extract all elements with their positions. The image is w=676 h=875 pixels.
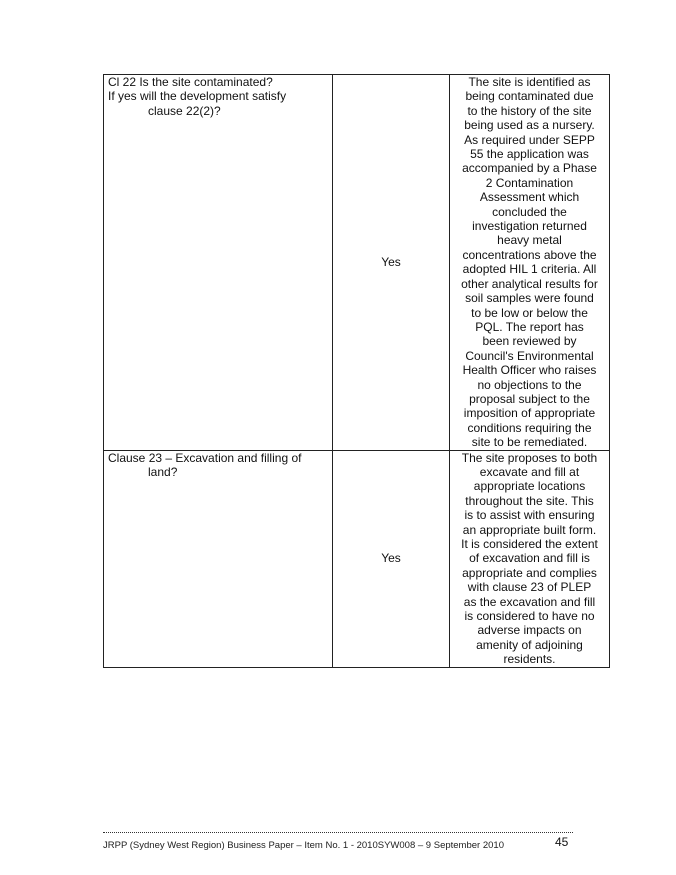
criterion-line: clause 22(2)?: [148, 103, 221, 118]
criterion-cell: [104, 75, 333, 451]
comment-text: The site proposes to both excavate and fill at appropriate locations throughout the site. This is to assist with ensuring an appropriate built form. It is considered the extent of excavation and fill is appropriate and complies with clause 23 of PLEP as the excavation and fill is considered to have no adverse impacts on amenity of adjoining residents.: [461, 450, 598, 667]
criterion-cell: [104, 450, 333, 667]
criterion-line: Clause 23 – Excavation and filling of: [108, 450, 302, 465]
criterion-line: land?: [148, 464, 178, 479]
compliance-cell: Yes: [333, 75, 450, 451]
page-number: 45: [555, 835, 569, 849]
compliance-cell: Yes: [333, 450, 450, 667]
footer-text: JRPP (Sydney West Region) Business Paper – Item No. 1 - 2010SYW008 – 9 September 2010: [103, 840, 504, 851]
comment-cell: [450, 450, 610, 667]
comment-cell: [450, 75, 610, 451]
criterion-line: Cl 22 Is the site contaminated?: [108, 75, 273, 89]
table-row: [104, 75, 610, 451]
table-row: [104, 450, 610, 667]
compliance-table: [103, 74, 610, 668]
criterion-line: If yes will the development satisfy: [108, 89, 287, 104]
comment-text: The site is identified as being contaminated due to the history of the site being used as a nursery. As required under SEPP 55 the application was accompanied by a Phase 2 Contamination Assessment which concluded the investigation returned heavy metal concentrations above the adopted HIL 1 criteria. All other analytical results for soil samples were found to be low or below the PQL. The report has been reviewed by Council's Environmental Health Officer who raises no objections to the proposal subject to the imposition of appropriate conditions requiring the site to be remediated.: [461, 75, 598, 450]
page-footer: [103, 832, 573, 851]
